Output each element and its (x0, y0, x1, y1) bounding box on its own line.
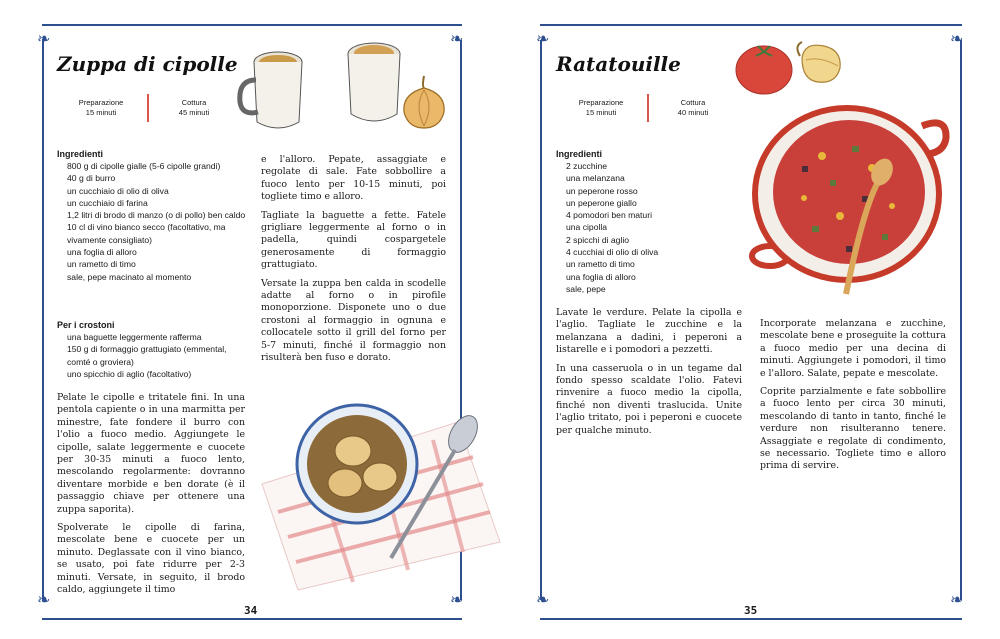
meta-separator (647, 94, 649, 122)
pot-icon (742, 96, 952, 296)
prep-label: Preparazione (578, 98, 624, 107)
ingredients-list (57, 160, 247, 283)
steps-column-1 (556, 307, 742, 443)
right-page-border-left (540, 40, 542, 600)
list-item: 4 pomodori ben maturi (566, 210, 652, 221)
fleuron-icon: ❧ (950, 590, 964, 609)
ingredients-heading: Ingredienti (556, 149, 603, 159)
left-page-border-left (42, 40, 44, 600)
cook-label: Cottura (680, 98, 706, 107)
list-item: una baguette leggermente rafferma (67, 332, 202, 342)
list-item: 40 g di burro (67, 173, 116, 184)
fleuron-icon: ❧ (450, 29, 464, 48)
ingredients-heading: Ingredienti (57, 149, 104, 159)
list-item: 2 zucchine (566, 161, 608, 171)
step-paragraph: Incorporate melanzana e zucchine, mescolate bene e proseguite la cottura a fuoco medio per una decina di minuti. Aggiungete i pomodori, il timo e l'alloro. Salate, pepate e mescolate. (760, 318, 946, 379)
step-paragraph: In una casseruola o in un tegame dal fondo spesso scaldate l'olio. Fatevi rinvenire a fuoco medio la cipolla, finché non diventi traslucida. Unite l'aglio tritato, poi i peperoni e cuocete per qualche minuto. (556, 362, 742, 436)
recipe-title: Ratatouille (556, 52, 681, 76)
list-item: uno spicchio di aglio (facoltativo) (67, 368, 192, 379)
list-item: 2 spicchi di aglio (566, 234, 630, 245)
onion-icon (400, 72, 448, 130)
step-paragraph: Tagliate la baguette a fette. Fatele grigliare leggermente al forno o in padella, quindi cospargetele generosamente di formaggio grattugiato. (261, 209, 446, 271)
list-item: una foglia di alloro (67, 247, 137, 258)
step-paragraph: e l'alloro. Pepate, assaggiate e regolate di sale. Fate sobbollire a fuoco lento per 10-15 minuti, poi togliete timo e alloro. (261, 154, 446, 203)
fleuron-icon: ❧ (37, 590, 51, 609)
prep-value: 15 minuti (585, 108, 617, 117)
prep-time (66, 98, 136, 118)
onion-icon (796, 38, 844, 88)
list-item: sale, pepe macinato al momento (67, 271, 192, 282)
fleuron-icon: ❧ (536, 590, 550, 609)
cook-label: Cottura (181, 98, 207, 107)
list-item: un cucchiaio di olio di oliva (67, 185, 169, 196)
cook-value: 40 minuti (677, 108, 709, 117)
list-item: una cipolla (566, 222, 608, 233)
step-paragraph: Spolverate le cipolle di farina, mescolate bene e cuocete per un minuto. Deglassate con il vino bianco, se usato, poi fate ridurre per 2-3 minuti. Versate, in seguito, il brodo caldo, aggiungete il timo (57, 522, 245, 596)
page-number: 35 (744, 604, 758, 617)
list-item: un rametto di timo (566, 259, 635, 270)
cook-time (159, 98, 229, 118)
spoon-icon (385, 412, 480, 562)
list-item: un peperone giallo (566, 197, 637, 208)
mug-icon (230, 42, 310, 137)
cook-time (658, 98, 728, 118)
cook-value: 45 minuti (178, 108, 210, 117)
list-item: una foglia di alloro (566, 271, 636, 282)
list-item: sale, pepe (566, 283, 606, 294)
fleuron-icon: ❧ (37, 29, 51, 48)
list-item: 10 cl di vino bianco secco (facoltativo, ma vivamente consigliato) (67, 222, 226, 245)
crostoni-list (57, 331, 247, 380)
list-item: 800 g di cipolle gialle (5-6 cipolle grandi) (67, 161, 221, 171)
prep-time (566, 98, 636, 118)
page-number: 34 (244, 604, 258, 617)
step-paragraph: Versate la zuppa ben calda in scodelle adatte al forno o in pirofile monoporzione. Disponete uno o due crostoni al formaggio in ognuna e collocatele sotto il grill del forno per 5-7 minuti, finché il formaggio non risulterà ben fuso e dorato. (261, 277, 446, 364)
tomato-icon (734, 42, 794, 96)
steps-column-2 (261, 154, 446, 371)
step-paragraph: Lavate le verdure. Pelate la cipolla e l'aglio. Tagliate le zucchine e la melanzana a dadini, i peperoni a listarelle e i pomodori a pezzetti. (556, 307, 742, 356)
meta-separator (147, 94, 149, 122)
list-item: una melanzana (566, 173, 625, 184)
fleuron-icon: ❧ (450, 590, 464, 609)
list-item: 150 g di formaggio grattugiato (emmental, comté o groviera) (67, 344, 227, 367)
ingredients-list (556, 160, 736, 295)
right-page-border-right (960, 40, 962, 600)
list-item: un peperone rosso (566, 185, 638, 196)
list-item: 4 cucchiai di olio di oliva (566, 247, 659, 258)
fleuron-icon: ❧ (950, 29, 964, 48)
list-item: un rametto di timo (67, 259, 136, 270)
list-item: un cucchiaio di farina (67, 197, 148, 208)
step-paragraph: Coprite parzialmente e fate sobbollire a fuoco lento per circa 30 minuti, mescolando di tanto in tanto, finché le verdure non risulteranno tenere. Assaggiate e regolate di condimento, se necessario. Togliete timo e alloro prima di servire. (760, 386, 946, 472)
steps-column-2 (760, 318, 946, 479)
crostoni-heading: Per i crostoni (57, 320, 115, 330)
prep-label: Preparazione (78, 98, 124, 107)
fleuron-icon: ❧ (536, 29, 550, 48)
prep-value: 15 minuti (85, 108, 117, 117)
step-paragraph: Pelate le cipolle e tritatele fini. In una pentola capiente o in una marmitta per minestre, fate fondere il burro con l'olio a fuoco medio. Aggiungete le cipolle, salate leggermente e cuocete per 30-35 minuti a fuoco lento, mescolando regolarmente: dovranno diventare morbide e ben dorate (è il passaggio chiave per ottenere una zuppa saporita). (57, 392, 245, 515)
recipe-title: Zuppa di cipolle (57, 52, 238, 76)
steps-column-1 (57, 392, 245, 603)
list-item: 1,2 litri di brodo di manzo (o di pollo) ben caldo (67, 210, 246, 221)
